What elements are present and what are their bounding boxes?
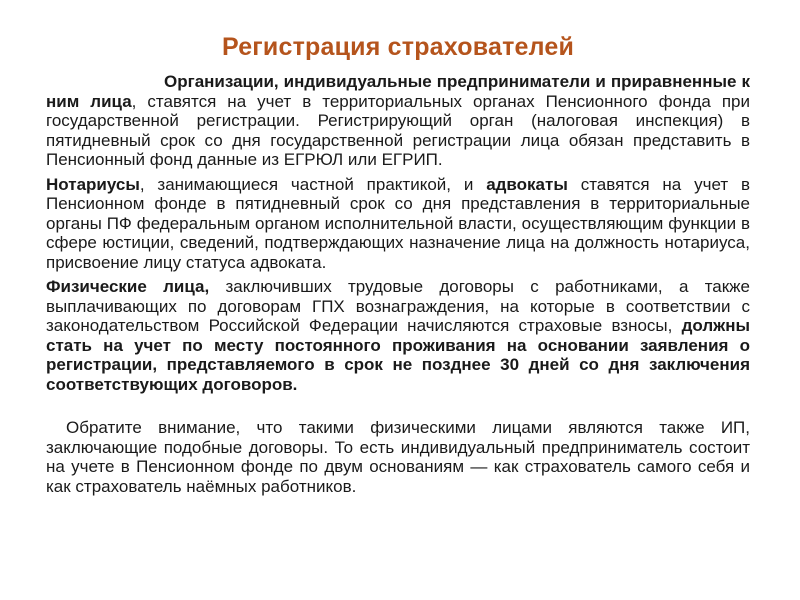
paragraph-organizations bbox=[46, 72, 750, 170]
lawyers-bold-text: адвокаты bbox=[486, 174, 568, 194]
paragraph-notaries bbox=[46, 175, 750, 273]
slide-title: Регистрация страхователей bbox=[221, 33, 575, 61]
notaries-text-b: ставятся на учет в Пенсионном фонде в пятидневный срок со дня представления в территориальные органы ПФ федеральным органом исполнительной власти, осуществляющим функции в сфере юстиции, сведений, подтверждающих назначение лица на должность нотариуса, присвоение лицу статуса адвоката. bbox=[46, 174, 750, 272]
notaries-text-a: , занимающиеся частной практикой, и bbox=[139, 174, 487, 194]
slide-body bbox=[46, 72, 750, 496]
paragraph-note bbox=[46, 418, 750, 496]
individuals-bold-outro: должны стать на учет по месту постоянного проживания на основании заявления о регистрации, представляемого в срок не позднее 30 дней со дня заключения соответствующих договоров. bbox=[46, 316, 750, 394]
note-text: Обратите внимание, что такими физическими лицами являются также ИП, заключающие подобные договоры. То есть индивидуальный предприниматель состоит на учете в Пенсионном фонде по двум основаниям — как страхователь самого себя и как страхователь наёмных работников. bbox=[46, 418, 750, 496]
organizations-bold-text: Организации, индивидуальные предприниматели и приравненные к ним лица bbox=[46, 72, 750, 111]
individuals-text: заключивших трудовые договоры с работниками, а также выплачивающих по договорам ГПХ вознаграждения, на которые в соответствии с законодательством Российской Федерации начисляются страховые взносы, bbox=[46, 277, 751, 335]
organizations-text: , ставятся на учет в территориальных органах Пенсионного фонда при государственной регистрации. Регистрирующий орган (налоговая инспекция) в пятидневный срок со дня государственной регистрации лица обязан представить в Пенсионный фонд данные из ЕГРЮЛ или ЕГРИП. bbox=[46, 91, 750, 169]
individuals-bold-intro: Физические лица, bbox=[46, 277, 210, 296]
paragraph-individuals bbox=[46, 277, 750, 394]
notaries-bold-text: Нотариусы bbox=[46, 174, 140, 194]
